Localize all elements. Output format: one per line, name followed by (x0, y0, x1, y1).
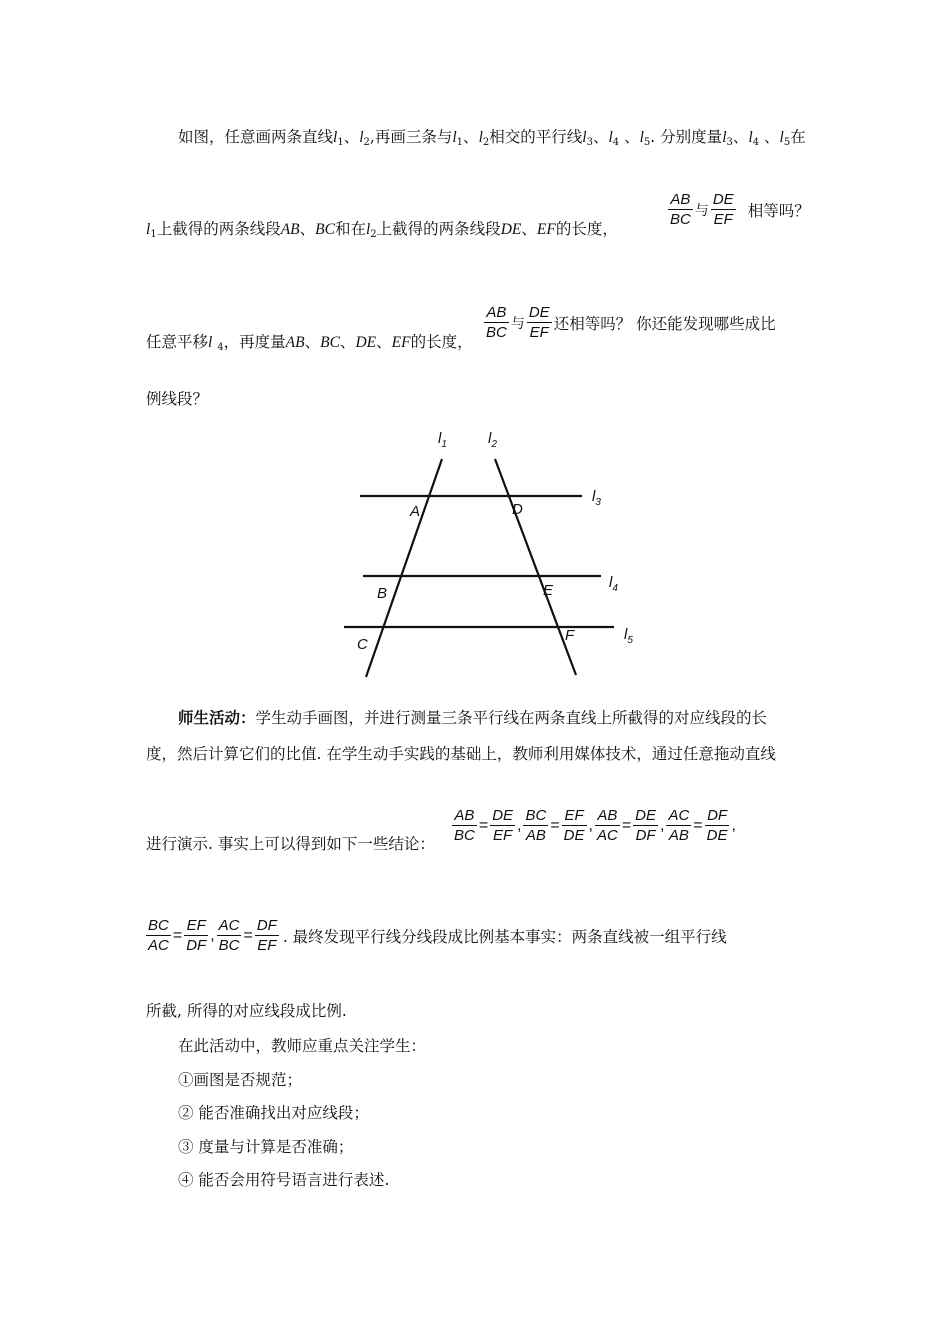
fraction-ab-bc: $\frac{AB}{BC}$ (670, 191, 691, 228)
para2-line1: 任意平移l $_4$，再度量AB、BC、DE、EF的长度， (146, 333, 473, 353)
label-l3: $l_3$ (592, 488, 601, 508)
para3-line5: 所截, 所得的对应线段成比例. (146, 1002, 347, 1020)
parallel-lines-figure (330, 425, 650, 685)
point-A: A (410, 503, 421, 520)
para3-line1: 师生活动：学生动手画图，并进行测量三条平行线在两条直线上所截得的对应线段的长 (178, 708, 768, 727)
label-l1: $l_1$ (438, 430, 447, 450)
list-item: ④ 能否会用符号语言进行表述. (178, 1171, 390, 1189)
para1-line1: 如图，任意画两条直线$l_1$、$l_2$,再画三条与$l_1$、$l_2$相交的平行线$l_3$、$l_4$ 、$l_5$. 分别度量$l_3$、$l_4$ 、$l_5$在 (178, 128, 806, 148)
para4-intro: 在此活动中，教师应重点关注学生： (178, 1037, 427, 1055)
label-l2: $l_2$ (488, 430, 497, 450)
fraction-de-ef: $\frac{DE}{EF}$ (712, 191, 734, 228)
label-l5: $l_5$ (624, 626, 633, 646)
para3-line2: 度，然后计算它们的比值. 在学生动手实践的基础上，教师利用媒体技术，通过任意拖动直线 (146, 745, 776, 763)
label-l4: $l_4$ (609, 574, 618, 594)
list-item: ①画图是否规范； (178, 1071, 303, 1089)
list-item: ② 能否准确找出对应线段； (178, 1104, 369, 1122)
proportion-equations-1: $\frac{AB}{BC}$ = $\frac{DE}{EF}$ , $\frac{BC}{AB}$ = $\frac{EF}{DE}$ , $\frac{AB}{AC}$ = $\frac{DE}{DF}$ , $\frac{AC}{AB}$ = $\frac{DF}{DE}$ , (454, 807, 736, 844)
para2-line2: 例线段？ (146, 390, 209, 408)
point-B: B (377, 585, 388, 602)
list-item: ③ 度量与计算是否准确； (178, 1138, 354, 1156)
para3-line3: 进行演示. 事实上可以得到如下一些结论： (146, 835, 435, 853)
fraction-compare-2: $\frac{AB}{BC}$ 与 $\frac{DE}{EF}$ 还相等吗？ 你还能发现哪些成比 (486, 304, 776, 341)
point-D: D (512, 501, 523, 518)
line-l2 (495, 459, 576, 675)
proportion-equations-2: $\frac{BC}{AC}$ = $\frac{EF}{DF}$ , $\frac{AC}{BC}$ = $\frac{DF}{EF}$ . 最终发现平行线分线段成比例基本事实：两条直线被一组平行线 (148, 917, 727, 954)
fraction-compare-1: $\frac{AB}{BC}$ 与 $\frac{DE}{EF}$ 相等吗？ (670, 191, 810, 228)
point-C: C (357, 636, 368, 653)
para1-line2: $l_1$上截得的两条线段AB、BC和在$l_2$上截得的两条线段DE、EF的长度， (146, 220, 618, 240)
point-E: E (543, 582, 554, 599)
activity-heading: 师生活动： (178, 708, 256, 727)
line-l1 (366, 459, 442, 677)
point-F: F (565, 627, 575, 644)
